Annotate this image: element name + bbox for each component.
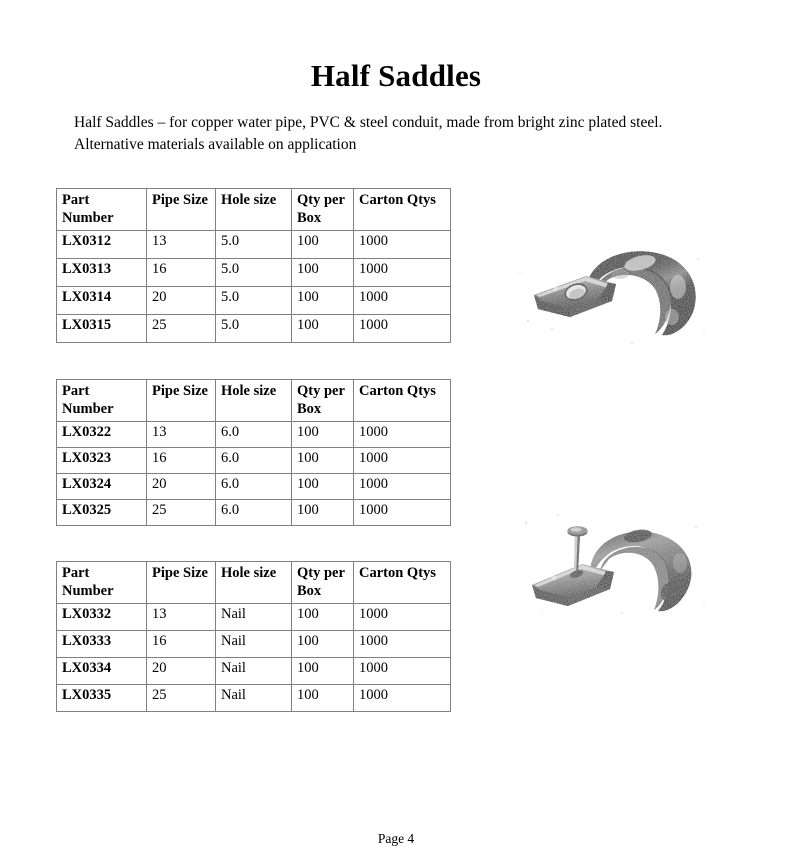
cell-part-number: LX0333 [57, 631, 147, 658]
cell-qty-per-box: 100 [292, 422, 354, 448]
column-header-pipe-size: Pipe Size [147, 189, 216, 231]
product-photo-half-saddle-screw [512, 243, 712, 348]
table-row [57, 604, 451, 631]
table-row [57, 474, 451, 500]
table-row [57, 315, 451, 343]
spec-table-3 [56, 561, 451, 712]
cell-hole-size: 6.0 [216, 448, 292, 474]
cell-pipe-size: 16 [147, 448, 216, 474]
cell-pipe-size: 13 [147, 422, 216, 448]
cell-part-number: LX0323 [57, 448, 147, 474]
cell-qty-per-box: 100 [292, 231, 354, 259]
cell-qty-per-box: 100 [292, 685, 354, 712]
cell-pipe-size: 20 [147, 658, 216, 685]
cell-carton-qtys: 1000 [354, 604, 451, 631]
cell-hole-size: Nail [216, 685, 292, 712]
cell-carton-qtys: 1000 [354, 685, 451, 712]
cell-pipe-size: 20 [147, 287, 216, 315]
cell-carton-qtys: 1000 [354, 631, 451, 658]
table-row [57, 259, 451, 287]
cell-carton-qtys: 1000 [354, 315, 451, 343]
cell-qty-per-box: 100 [292, 259, 354, 287]
table-row [57, 631, 451, 658]
column-header-part-number: Part Number [57, 380, 147, 422]
product-photo-half-saddle-nail [512, 501, 712, 616]
cell-part-number: LX0322 [57, 422, 147, 448]
cell-carton-qtys: 1000 [354, 474, 451, 500]
cell-hole-size: 6.0 [216, 422, 292, 448]
table-row [57, 422, 451, 448]
cell-hole-size: Nail [216, 658, 292, 685]
cell-carton-qtys: 1000 [354, 231, 451, 259]
cell-carton-qtys: 1000 [354, 422, 451, 448]
cell-pipe-size: 13 [147, 604, 216, 631]
cell-qty-per-box: 100 [292, 658, 354, 685]
column-header-hole-size: Hole size [216, 562, 292, 604]
cell-pipe-size: 25 [147, 315, 216, 343]
cell-carton-qtys: 1000 [354, 658, 451, 685]
table-header-row [57, 380, 451, 422]
cell-hole-size: 5.0 [216, 259, 292, 287]
cell-part-number: LX0324 [57, 474, 147, 500]
table-row [57, 685, 451, 712]
column-header-qty-per-box: Qty per Box [292, 189, 354, 231]
spec-table-1 [56, 188, 451, 343]
column-header-carton-qtys: Carton Qtys [354, 189, 451, 231]
cell-part-number: LX0325 [57, 500, 147, 526]
column-header-pipe-size: Pipe Size [147, 380, 216, 422]
spec-table-2 [56, 379, 451, 526]
cell-pipe-size: 25 [147, 685, 216, 712]
cell-part-number: LX0335 [57, 685, 147, 712]
cell-qty-per-box: 100 [292, 448, 354, 474]
cell-carton-qtys: 1000 [354, 448, 451, 474]
cell-hole-size: 6.0 [216, 474, 292, 500]
cell-hole-size: Nail [216, 631, 292, 658]
cell-hole-size: 5.0 [216, 315, 292, 343]
cell-part-number: LX0312 [57, 231, 147, 259]
cell-carton-qtys: 1000 [354, 259, 451, 287]
cell-hole-size: 6.0 [216, 500, 292, 526]
cell-pipe-size: 25 [147, 500, 216, 526]
cell-qty-per-box: 100 [292, 604, 354, 631]
cell-qty-per-box: 100 [292, 500, 354, 526]
cell-hole-size: 5.0 [216, 231, 292, 259]
column-header-qty-per-box: Qty per Box [292, 562, 354, 604]
table-header-row [57, 562, 451, 604]
cell-pipe-size: 20 [147, 474, 216, 500]
cell-qty-per-box: 100 [292, 315, 354, 343]
cell-pipe-size: 16 [147, 259, 216, 287]
intro-line-2: Alternative materials available on application [74, 135, 357, 153]
cell-qty-per-box: 100 [292, 287, 354, 315]
table-row [57, 500, 451, 526]
table-header-row [57, 189, 451, 231]
cell-hole-size: Nail [216, 604, 292, 631]
column-header-carton-qtys: Carton Qtys [354, 380, 451, 422]
table-row [57, 658, 451, 685]
column-header-hole-size: Hole size [216, 189, 292, 231]
intro-line-1: Half Saddles – for copper water pipe, PVC & steel conduit, made from bright zinc plated steel. [74, 113, 663, 131]
column-header-hole-size: Hole size [216, 380, 292, 422]
table-row [57, 448, 451, 474]
cell-pipe-size: 13 [147, 231, 216, 259]
cell-qty-per-box: 100 [292, 474, 354, 500]
cell-part-number: LX0314 [57, 287, 147, 315]
cell-hole-size: 5.0 [216, 287, 292, 315]
column-header-pipe-size: Pipe Size [147, 562, 216, 604]
page-footer: Page 4 [377, 831, 415, 846]
cell-part-number: LX0334 [57, 658, 147, 685]
intro-paragraph [74, 112, 694, 156]
table-row [57, 231, 451, 259]
cell-pipe-size: 16 [147, 631, 216, 658]
column-header-qty-per-box: Qty per Box [292, 380, 354, 422]
cell-part-number: LX0332 [57, 604, 147, 631]
cell-part-number: LX0313 [57, 259, 147, 287]
column-header-part-number: Part Number [57, 189, 147, 231]
cell-qty-per-box: 100 [292, 631, 354, 658]
column-header-carton-qtys: Carton Qtys [354, 562, 451, 604]
column-header-part-number: Part Number [57, 562, 147, 604]
cell-carton-qtys: 1000 [354, 287, 451, 315]
cell-part-number: LX0315 [57, 315, 147, 343]
table-row [57, 287, 451, 315]
cell-carton-qtys: 1000 [354, 500, 451, 526]
page-title: Half Saddles [310, 57, 482, 93]
